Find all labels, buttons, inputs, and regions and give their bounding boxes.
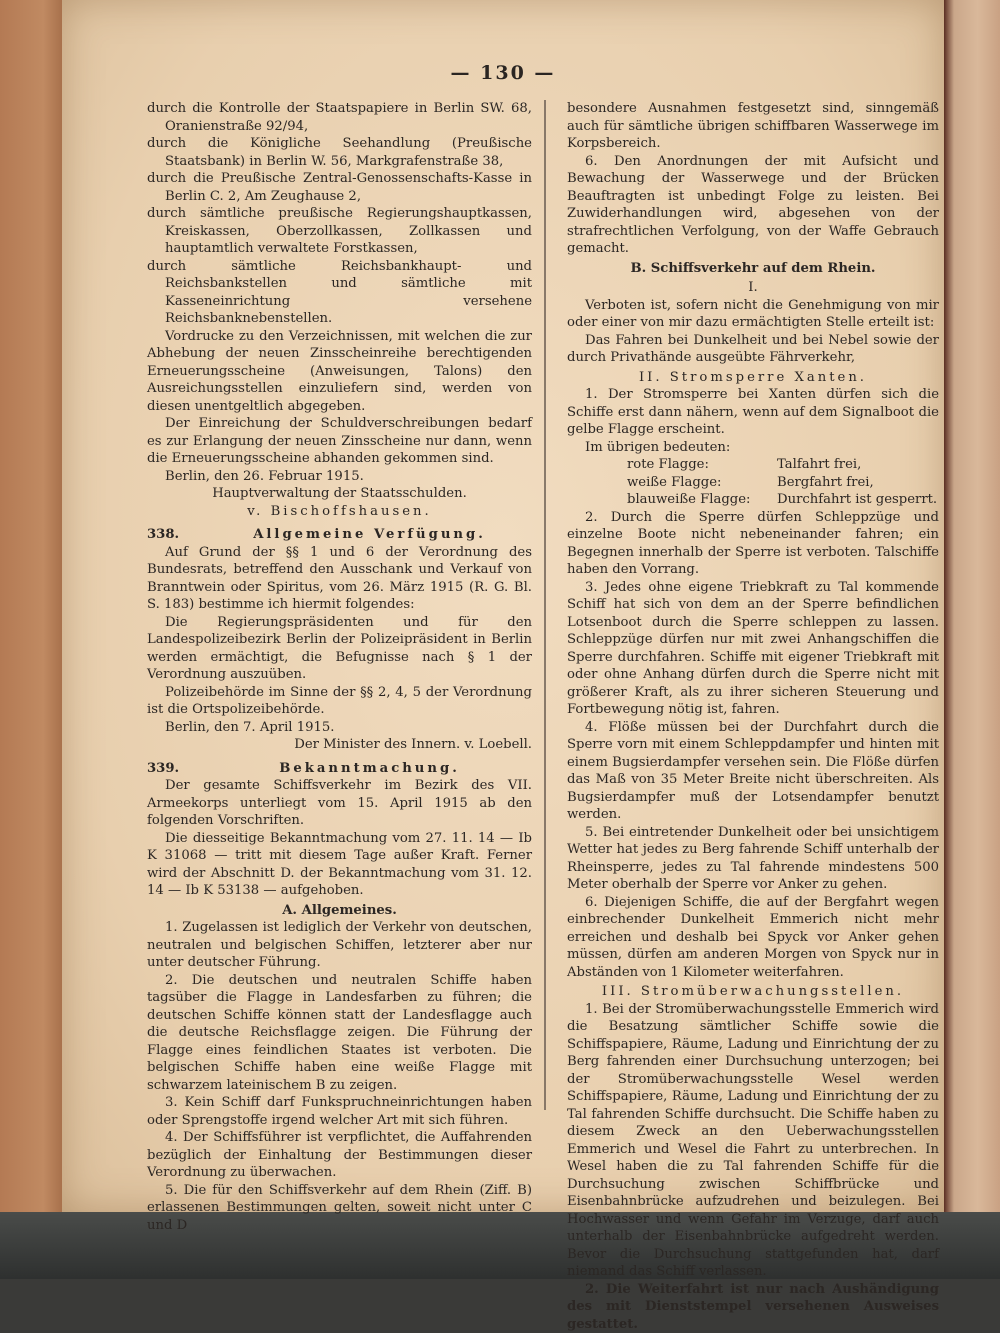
flag-row bbox=[627, 456, 939, 474]
paragraph: durch sämtliche Reichsbankhaupt- und Reichsbankstellen und sämtliche mit Kasseneinrichtung versehene Reichsbanknebenstellen. bbox=[147, 258, 532, 328]
paragraph: Auf Grund der §§ 1 und 6 der Verordnung des Bundesrats, betreffend den Ausschank und Verkauf von Branntwein oder Spiritus, vom 26. März 1915 (R. G. Bl. S. 183) bestimme ich hiermit folgendes: bbox=[147, 544, 532, 614]
right-column bbox=[567, 100, 939, 1333]
list-item: 4. Der Schiffsführer ist verpflichtet, die Auffahrenden bezüglich der Einhaltung der Bestimmungen dieser Verordnung zu überwachen. bbox=[147, 1129, 532, 1182]
paragraph: Verboten ist, sofern nicht die Genehmigung von mir oder einer von mir dazu ermächtigten Stelle erteilt ist: bbox=[567, 297, 939, 332]
section-heading-339 bbox=[147, 760, 532, 778]
list-item: 2. Durch die Sperre dürfen Schleppzüge und einzelne Boote nicht nebeneinander fahren; ein Begegnen innerhalb der Sperre ist verboten. Talschiffe haben den Vorrang. bbox=[567, 509, 939, 579]
flag-meaning: Durchfahrt ist gesperrt. bbox=[777, 491, 937, 509]
paragraph: durch die Kontrolle der Staatspapiere in Berlin SW. 68, Oranienstraße 92/94, bbox=[147, 100, 532, 135]
list-item: 5. Bei eintretender Dunkelheit oder bei unsichtigem Wetter hat jedes zu Berg fahrende Schiff unterhalb der Rheinsperre, jedes zu Tal fahrende mindestens 500 Meter oberhalb der Sperre vor Anker zu gehen. bbox=[567, 824, 939, 894]
list-item: 3. Jedes ohne eigene Triebkraft zu Tal kommende Schiff hat sich von dem an der Sperre befindlichen Lotsenboot durch die Sperre schleppen zu lassen. Schleppzüge dürfen nur mit zwei Anhangschiffen die Sperre durchfahren. Schiffe mit eigener Triebkraft mit oder ohne Anhang dürfen durch die Sperre nicht mit größerer Kraft, als zu ihrer sicheren Steuerung und Fortbewegung nötig ist, fahren. bbox=[567, 579, 939, 719]
subsection-heading: I. bbox=[567, 279, 939, 297]
flag-label: rote Flagge: bbox=[627, 456, 777, 474]
list-item: 3. Kein Schiff darf Funkspruchneinrichtungen haben oder Sprengstoffe irgend welcher Art mit sich führen. bbox=[147, 1094, 532, 1129]
left-column bbox=[147, 100, 532, 1234]
list-item: 1. Der Stromsperre bei Xanten dürfen sich die Schiffe erst dann nähern, wenn auf dem Signalboot die gelbe Flagge erscheint. bbox=[567, 386, 939, 439]
book-next-page-edge bbox=[944, 0, 1000, 1279]
paragraph: durch sämtliche preußische Regierungshauptkassen, Kreiskassen, Oberzollkassen, Zollkassen und hauptamtlich verwaltete Forstkassen, bbox=[147, 205, 532, 258]
authority: Hauptverwaltung der Staatsschulden. bbox=[147, 485, 532, 503]
date-line: Berlin, den 7. April 1915. bbox=[147, 719, 532, 737]
section-title: Allgemeine Verfügung. bbox=[207, 526, 532, 544]
paragraph: Die Regierungspräsidenten und für den Landespolizeibezirk Berlin der Polizeipräsident in Berlin werden ermächtigt, die Befugnisse nach § 1 der Verordnung auszuüben. bbox=[147, 614, 532, 684]
flag-meaning: Talfahrt frei, bbox=[777, 456, 861, 474]
section-number: 338. bbox=[147, 526, 207, 544]
signature: v. Bischoffshausen. bbox=[147, 503, 532, 521]
subsection-heading: II. Stromsperre Xanten. bbox=[567, 369, 939, 387]
subsection-heading: III. Stromüberwachungsstellen. bbox=[567, 983, 939, 1001]
section-number: 339. bbox=[147, 760, 207, 778]
paragraph: Der Einreichung der Schuldverschreibungen bedarf es zur Erlangung der neuen Zinsscheine nur dann, wenn die Erneuerungsscheine abhanden gekommen sind. bbox=[147, 415, 532, 468]
subsection-heading: A. Allgemeines. bbox=[147, 902, 532, 920]
flag-label: weiße Flagge: bbox=[627, 474, 777, 492]
paragraph: Das Fahren bei Dunkelheit und bei Nebel sowie der durch Privathände ausgeübte Fährverkehr, bbox=[567, 332, 939, 367]
paragraph: Vordrucke zu den Verzeichnissen, mit welchen die zur Abhebung der neuen Zinsscheinreihe berechtigenden Erneuerungsscheine (Anweisungen, Talons) den Ausreichungsstellen einzuliefern sind, werden von diesen unentgeltlich abgegeben. bbox=[147, 328, 532, 416]
paragraph: Polizeibehörde im Sinne der §§ 2, 4, 5 der Verordnung ist die Ortspolizeibehörde. bbox=[147, 684, 532, 719]
flag-meaning: Bergfahrt frei, bbox=[777, 474, 874, 492]
subsection-heading: B. Schiffsverkehr auf dem Rhein. bbox=[567, 260, 939, 278]
flag-label: blauweiße Flagge: bbox=[627, 491, 777, 509]
section-title: Bekanntmachung. bbox=[207, 760, 532, 778]
book-binding-left bbox=[0, 0, 62, 1279]
paragraph: durch die Königliche Seehandlung (Preußische Staatsbank) in Berlin W. 56, Markgrafenstraße 38, bbox=[147, 135, 532, 170]
flag-row bbox=[627, 474, 939, 492]
list-item: 2. Die Weiterfahrt ist nur nach Aushändigung des mit Dienststempel versehenen Ausweises gestattet. bbox=[567, 1281, 939, 1333]
section-heading-338 bbox=[147, 526, 532, 544]
flag-legend bbox=[567, 456, 939, 509]
page-number: — 130 — bbox=[62, 62, 944, 84]
list-item: 6. Den Anordnungen der mit Aufsicht und Bewachung der Wasserwege und der Brücken Beauftragten ist unbedingt Folge zu leisten. Bei Zuwiderhandlungen wird, abgesehen von der strafrechtlichen Verfolgung, von der Waffe Gebrauch gemacht. bbox=[567, 153, 939, 258]
paragraph: Der gesamte Schiffsverkehr im Bezirk des VII. Armeekorps unterliegt vom 15. April 1915 ab den folgenden Vorschriften. bbox=[147, 777, 532, 830]
column-divider bbox=[544, 100, 546, 1110]
paragraph: Die diesseitige Bekanntmachung vom 27. 11. 14 — Ib K 31068 — tritt mit diesem Tage außer Kraft. Ferner wird der Abschnitt D. der Bekanntmachung vom 31. 12. 14 — Ib K 53138 — aufgehoben. bbox=[147, 830, 532, 900]
paragraph: durch die Preußische Zentral-Genossenschafts-Kasse in Berlin C. 2, Am Zeughause 2, bbox=[147, 170, 532, 205]
flag-row bbox=[627, 491, 939, 509]
signature: Der Minister des Innern. v. Loebell. bbox=[147, 736, 532, 754]
paragraph: besondere Ausnahmen festgesetzt sind, sinngemäß auch für sämtliche übrigen schiffbaren Wasserwege im Korpsbereich. bbox=[567, 100, 939, 153]
paragraph: Im übrigen bedeuten: bbox=[567, 439, 939, 457]
list-item: 1. Zugelassen ist lediglich der Verkehr von deutschen, neutralen und belgischen Schiffen, letzterer aber nur unter deutscher Führung. bbox=[147, 919, 532, 972]
document-page bbox=[62, 0, 944, 1212]
list-item: 6. Diejenigen Schiffe, die auf der Bergfahrt wegen einbrechender Dunkelheit Emmerich nicht mehr erreichen und deshalb bei Spyck vor Anker gehen müssen, dürfen am anderen Morgen von Spyck nur in Abständen von 1 Kilometer weiterfahren. bbox=[567, 894, 939, 982]
list-item: 4. Flöße müssen bei der Durchfahrt durch die Sperre vorn mit einem Schleppdampfer und hinten mit einem Bugsierdampfer versehen sein. Die Flöße dürfen das Maß von 35 Meter Breite nicht überschreiten. Als Bugsierdampfer muß der Lotsendampfer benutzt werden. bbox=[567, 719, 939, 824]
list-item: 1. Bei der Stromüberwachungsstelle Emmerich wird die Besatzung sämtlicher Schiffe sowie die Schiffspapiere, Räume, Ladung und Einrichtung der zu Berg fahrenden einer Durchsuchung unterzogen; bei der Stromüberwachungsstelle Wesel werden Schiffspapiere, Räume, Ladung und Einrichtung der zu Tal fahrenden Schiffe durchsucht. Die Schiffe haben zu diesem Zweck an den Ueberwachungsstellen Emmerich und Wesel die Fahrt zu unterbrechen. In Wesel haben die zu Tal fahrenden Schiffe für die Durchsuchung zwischen Schiffbrücke und Eisenbahnbrücke aufzudrehen und beizulegen. Bei Hochwasser und wenn Gefahr im Verzuge, darf auch unterhalb der Eisenbahnbrücke aufgedreht werden. Bevor die Durchsuchung stattgefunden hat, darf niemand das Schiff verlassen. bbox=[567, 1001, 939, 1281]
date-line: Berlin, den 26. Februar 1915. bbox=[147, 468, 532, 486]
list-item: 5. Die für den Schiffsverkehr auf dem Rhein (Ziff. B) erlassenen Bestimmungen gelten, soweit nicht unter C und D bbox=[147, 1182, 532, 1235]
list-item: 2. Die deutschen und neutralen Schiffe haben tagsüber die Flagge in Landesfarben zu führen; die deutschen Schiffe können statt der Landesflagge auch die deutsche Reichsflagge zeigen. Die Führung der Flagge eines feindlichen Staates ist verboten. Die belgischen Schiffe haben eine weiße Flagge mit schwarzem lateinischem B zu zeigen. bbox=[147, 972, 532, 1095]
